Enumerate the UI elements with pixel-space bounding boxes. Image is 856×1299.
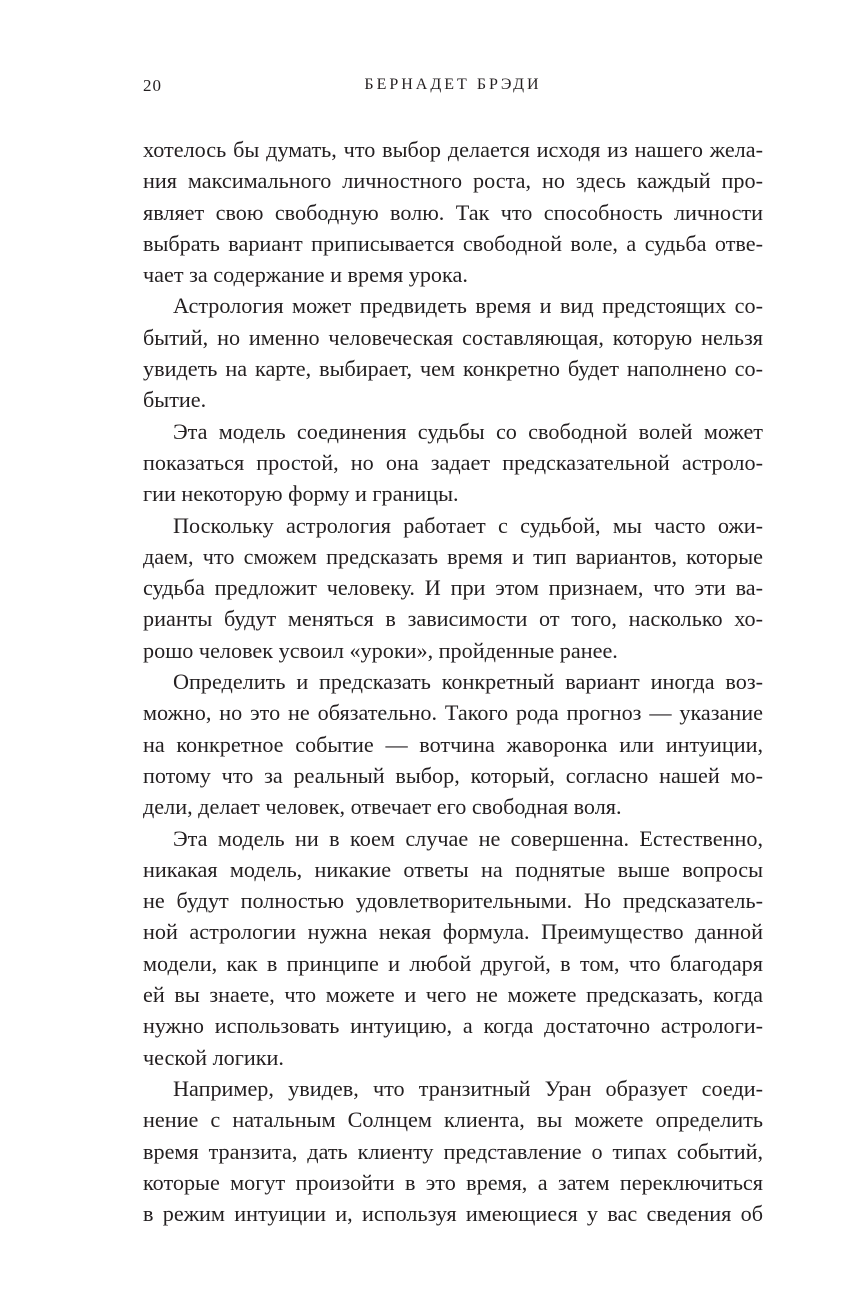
text-line: Определить и предсказать конкретный вариант иногда воз- bbox=[173, 669, 763, 695]
text-line: являет свою свободную волю. Так что способность личности bbox=[143, 199, 763, 225]
page-number: 20 bbox=[143, 76, 162, 95]
text-line: рианты будут меняться в зависимости от того, насколько хо- bbox=[143, 606, 763, 632]
text-line: хотелось бы думать, что выбор делается исходя из нашего жела- bbox=[143, 137, 763, 162]
body-text bbox=[143, 134, 763, 1229]
text-line: даем, что сможем предсказать время и тип вариантов, которые bbox=[143, 543, 763, 569]
text-line: которые могут произойти в это время, а затем переключиться bbox=[143, 1169, 763, 1195]
text-line: выбрать вариант приписывается свободной воле, а судьба отве- bbox=[143, 230, 763, 256]
text-line: Например, увидев, что транзитный Уран образует соеди- bbox=[173, 1075, 763, 1101]
text-line: показаться простой, но она задает предсказательной астроло- bbox=[143, 449, 763, 475]
text-line: не будут полностью удовлетворительными. Но предсказатель- bbox=[143, 888, 763, 914]
text-line: на конкретное событие — вотчина жаворонка или интуиции, bbox=[143, 731, 763, 757]
text-line: потому что за реальный выбор, который, согласно нашей мо- bbox=[143, 762, 763, 788]
text-line: модели, как в принципе и любой другой, в том, что благодаря bbox=[143, 950, 763, 976]
text-line: Эта модель ни в коем случае не совершенна. Естественно, bbox=[173, 825, 763, 851]
text-line: нужно использовать интуицию, а когда достаточно астрологи- bbox=[143, 1013, 763, 1039]
text-line: Астрология может предвидеть время и вид предстоящих со- bbox=[173, 293, 763, 319]
text-line: бытие. bbox=[143, 387, 207, 413]
text-line: бытий, но именно человеческая составляющая, которую нельзя bbox=[143, 324, 763, 350]
text-line: Поскольку астрология работает с судьбой, мы часто ожи- bbox=[173, 512, 763, 538]
text-line: в режим интуиции и, используя имеющиеся у вас сведения об bbox=[143, 1201, 763, 1227]
text-line: нение с натальным Солнцем клиента, вы можете определить bbox=[143, 1107, 763, 1133]
text-line: никакая модель, никакие ответы на поднятые выше вопросы bbox=[143, 856, 763, 882]
text-line: рошо человек усвоил «уроки», пройденные ранее. bbox=[143, 637, 618, 663]
text-line: дели, делает человек, отвечает его свободная воля. bbox=[143, 794, 622, 820]
text-line: время транзита, дать клиенту представление о типах событий, bbox=[143, 1138, 763, 1164]
text-line: чает за содержание и время урока. bbox=[143, 262, 468, 288]
running-head-author: БЕРНАДЕТ БРЭДИ bbox=[364, 76, 542, 93]
text-line: судьба предложит человеку. И при этом признаем, что эти ва- bbox=[143, 575, 763, 601]
text-line: можно, но это не обязательно. Такого рода прогноз — указание bbox=[143, 700, 763, 726]
text-line: увидеть на карте, выбирает, чем конкретно будет наполнено со- bbox=[143, 356, 763, 382]
running-head bbox=[143, 76, 763, 100]
text-line: гии некоторую форму и границы. bbox=[143, 481, 459, 507]
text-line: ния максимального личностного роста, но здесь каждый про- bbox=[143, 168, 763, 194]
text-line: ческой логики. bbox=[143, 1044, 284, 1070]
text-line: Эта модель соединения судьбы со свободной волей может bbox=[173, 418, 763, 444]
text-line: ной астрологии нужна некая формула. Преимущество данной bbox=[143, 919, 763, 945]
text-line: ей вы знаете, что можете и чего не можете предсказать, когда bbox=[143, 982, 763, 1008]
